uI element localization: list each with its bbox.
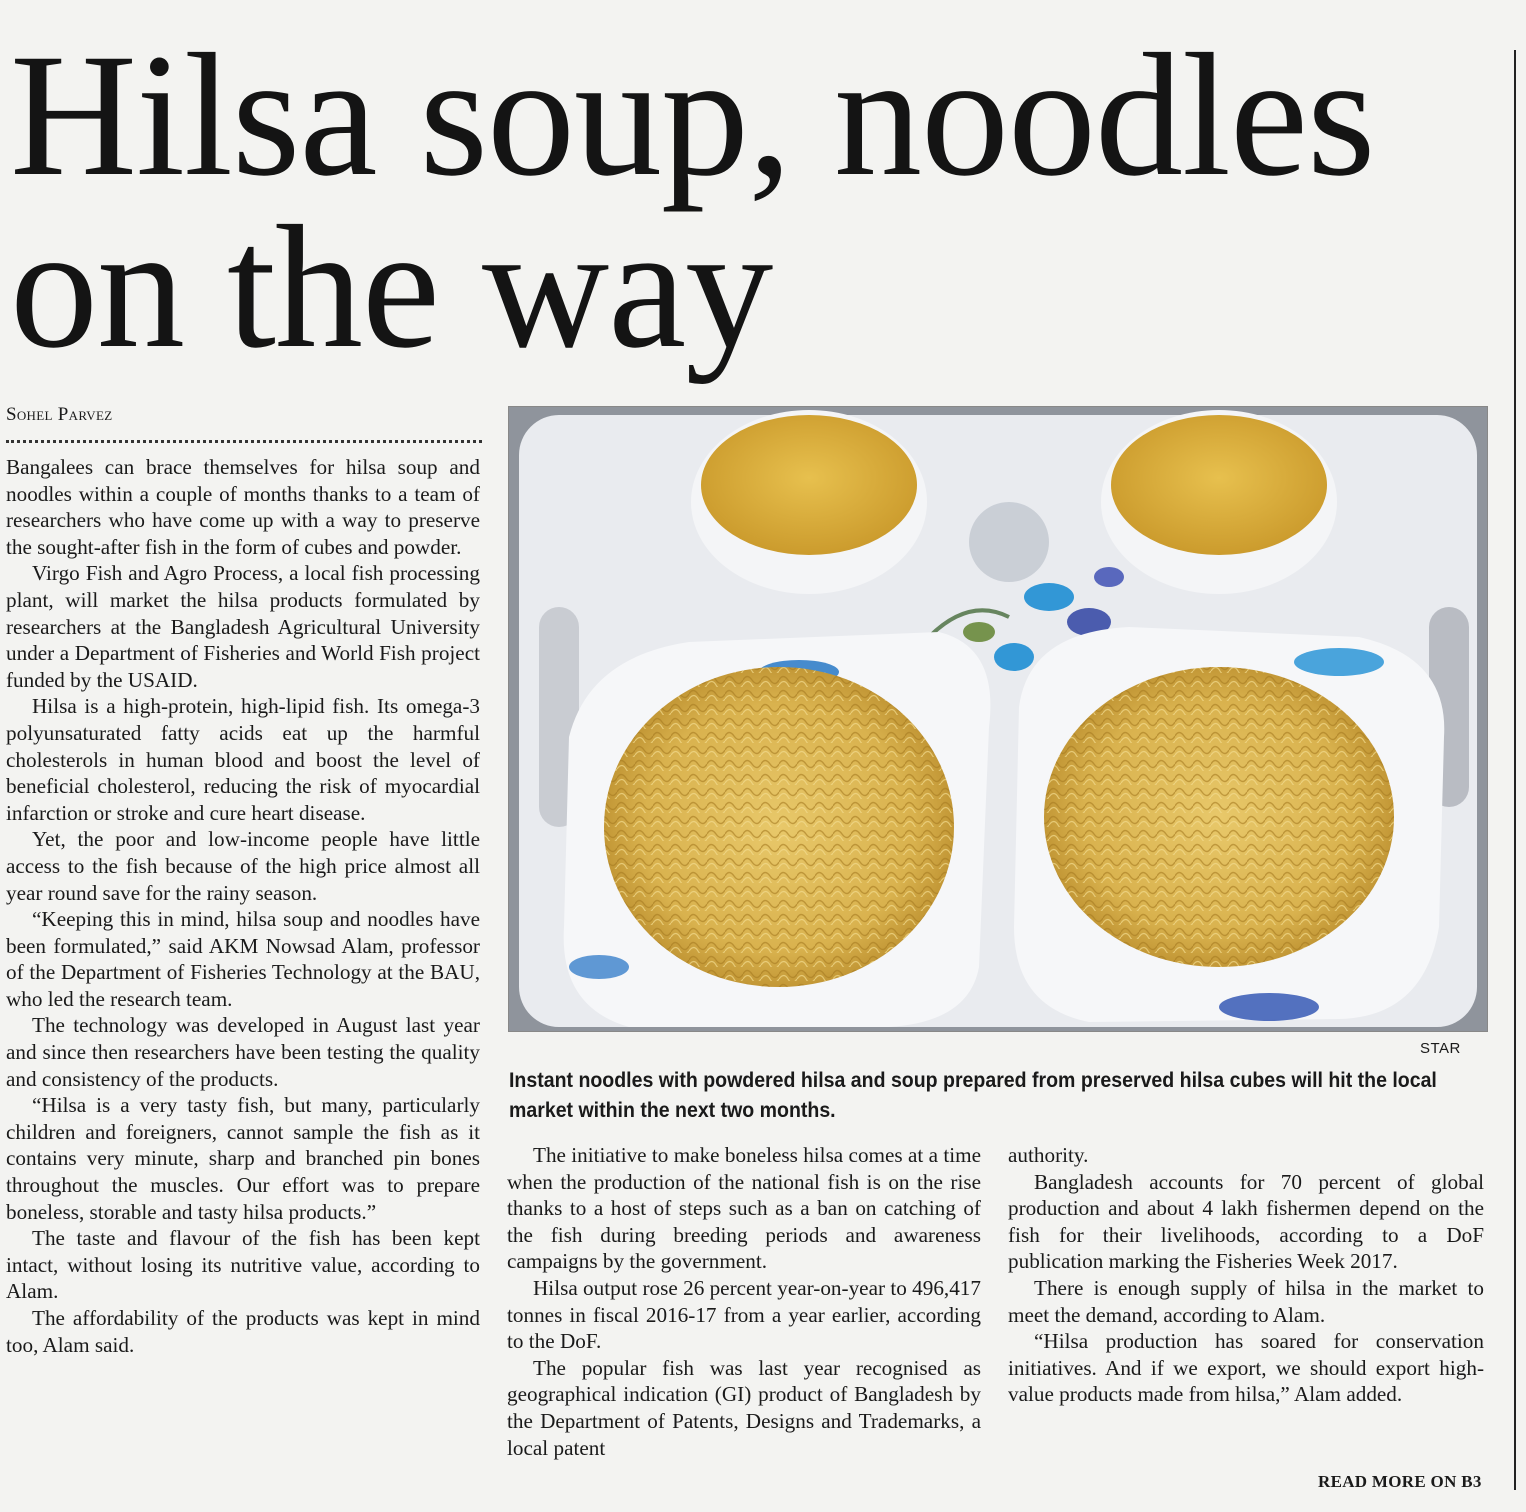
noodles-soup-tray-image xyxy=(509,407,1487,1031)
paragraph: Hilsa output rose 26 percent year-on-year to 496,417 tonnes in fiscal 2016-17 from a year earlier, according to the DoF. xyxy=(507,1275,981,1354)
article-column-3 xyxy=(1008,1142,1484,1408)
byline-divider xyxy=(6,440,482,443)
paragraph: The taste and flavour of the fish has been kept intact, without losing its nutritive value, according to Alam. xyxy=(6,1226,480,1304)
paragraph: The technology was developed in August last year and since then researchers have been testing the quality and consistency of the products. xyxy=(6,1013,480,1091)
paragraph: “Keeping this in mind, hilsa soup and noodles have been formulated,” said AKM Nowsad Alam, professor of the Department of Fisheries Technology at the BAU, who led the research team. xyxy=(6,907,480,1011)
paragraph: “Hilsa production has soared for conservation initiatives. And if we export, we should export high-value products made from hilsa,” Alam added. xyxy=(1008,1329,1484,1407)
photo-caption: Instant noodles with powdered hilsa and soup prepared from preserved hilsa cubes will hit the local market within the next two months. xyxy=(509,1069,1437,1122)
read-more-link[interactable]: READ MORE ON B3 xyxy=(1318,1472,1482,1491)
paragraph: Bangalees can brace themselves for hilsa soup and noodles within a couple of months thanks to a team of researchers who have come up with a way to preserve the sought-after fish in the form of cubes and powder. xyxy=(6,455,480,559)
paragraph: Hilsa is a high-protein, high-lipid fish. Its omega-3 polyunsaturated fatty acids eat up the harmful cholesterols in human blood and boost the level of beneficial cholesterol, reducing the risk of myocardial infarction or stroke and cure heart disease. xyxy=(6,694,480,825)
paragraph: Yet, the poor and low-income people have little access to the fish because of the high price almost all year round save for the rainy season. xyxy=(6,827,480,905)
byline: Sohel Parvez xyxy=(6,404,113,425)
paragraph: The affordability of the products was kept in mind too, Alam said. xyxy=(6,1306,480,1357)
paragraph: authority. xyxy=(1008,1143,1089,1167)
paragraph: Bangladesh accounts for 70 percent of global production and about 4 lakh fishermen depend on the fish for their livelihoods, according to a DoF publication marking the Fisheries Week 2017. xyxy=(1008,1169,1484,1274)
article-column-2 xyxy=(507,1142,981,1461)
paragraph: Virgo Fish and Agro Process, a local fish processing plant, will market the hilsa products formulated by researchers at the Bangladesh Agricultural University under a Department of Fisheries and World Fish project funded by the USAID. xyxy=(6,561,480,692)
paragraph: The initiative to make boneless hilsa comes at a time when the production of the national fish is on the rise thanks to a host of steps such as a ban on catching of the fish during breeding periods and awareness campaigns by the government. xyxy=(507,1143,981,1274)
paragraph: “Hilsa is a very tasty fish, but many, particularly children and foreigners, cannot sample the fish as it contains very minute, sharp and branched pin bones throughout the muscles. Our effort was to prepare boneless, storable and tasty hilsa products.” xyxy=(6,1093,480,1224)
news-photo xyxy=(508,406,1488,1032)
column-rule xyxy=(1514,50,1516,1490)
paragraph: There is enough supply of hilsa in the market to meet the demand, according to Alam. xyxy=(1008,1275,1484,1327)
photo-credit: STAR xyxy=(1420,1040,1461,1057)
paragraph: The popular fish was last year recognised as geographical indication (GI) product of Bangladesh by the Department of Patents, Designs and Trademarks, a local patent xyxy=(507,1355,981,1460)
headline: Hilsa soup, noodles on the way xyxy=(10,18,1375,385)
article-column-1 xyxy=(6,454,480,1358)
